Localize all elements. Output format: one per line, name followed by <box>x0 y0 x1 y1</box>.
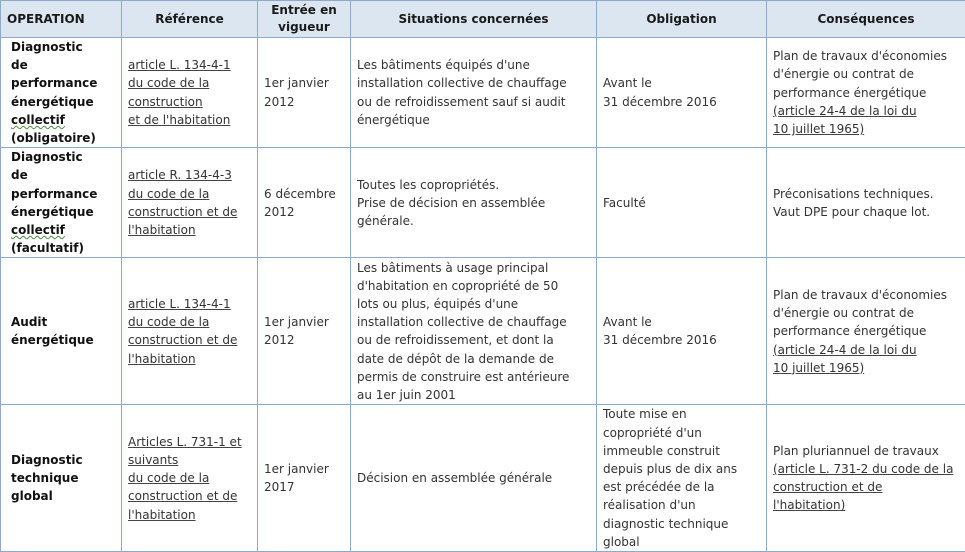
entree-cell <box>258 148 351 258</box>
obligation-line: depuis plus de dix ans <box>603 460 760 478</box>
reference-link[interactable]: article L. 134-4-1 <box>128 56 251 74</box>
consequences-link[interactable]: (article L. 731-2 du code de la <box>773 460 959 478</box>
operation-line: de <box>11 56 115 74</box>
header-operation: OPERATION <box>1 1 122 38</box>
consequences-line: d'énergie ou contrat de <box>773 65 959 83</box>
operation-line: performance <box>11 185 115 203</box>
reference-link[interactable]: l'habitation <box>128 506 251 524</box>
situations-line: d'habitation en copropriété de 50 <box>357 277 590 295</box>
consequences-cell <box>767 38 965 148</box>
obligation-line: immeuble construit <box>603 442 760 460</box>
obligation-cell <box>597 405 767 552</box>
reference-link[interactable]: du code de la <box>128 469 251 487</box>
header-situations: Situations concernées <box>351 1 597 38</box>
consequences-link[interactable]: 10 juillet 1965) <box>773 359 959 377</box>
obligation-line: Toute mise en <box>603 405 760 423</box>
table-row <box>1 148 965 258</box>
operation-cell <box>1 148 122 258</box>
consequences-line: d'énergie ou contrat de <box>773 304 959 322</box>
consequences-line: Plan de travaux d'économies <box>773 286 959 304</box>
operation-line: performance <box>11 74 115 92</box>
consequences-cell <box>767 405 965 552</box>
operation-cell <box>1 38 122 148</box>
operation-line <box>11 111 115 129</box>
operation-line: global <box>11 487 115 505</box>
situations-line: Les bâtiments équipés d'une <box>357 56 590 74</box>
consequences-link[interactable]: l'habitation) <box>773 496 959 514</box>
header-reference: Référence <box>122 1 258 38</box>
obligation-line: Faculté <box>603 194 760 212</box>
consequences-line: performance énergétique <box>773 322 959 340</box>
entree-line: 1er janvier <box>264 460 344 478</box>
entree-line: 2012 <box>264 203 344 221</box>
situations-line: ou de refroidissement, et dont la <box>357 331 590 349</box>
operation-cell <box>1 258 122 405</box>
entree-line: 2012 <box>264 331 344 349</box>
reference-link[interactable]: l'habitation <box>128 221 251 239</box>
entree-cell <box>258 38 351 148</box>
consequences-cell <box>767 258 965 405</box>
obligation-line: Avant le <box>603 313 760 331</box>
reference-link[interactable]: construction <box>128 93 251 111</box>
reference-cell <box>122 258 258 405</box>
operation-line: (obligatoire) <box>11 129 115 147</box>
reference-link[interactable]: construction et de <box>128 487 251 505</box>
situations-cell <box>351 38 597 148</box>
consequences-link[interactable]: (article 24-4 de la loi du <box>773 341 959 359</box>
situations-line: au 1er juin 2001 <box>357 386 590 404</box>
reference-link[interactable]: du code de la <box>128 185 251 203</box>
obligation-cell <box>597 258 767 405</box>
consequences-link[interactable]: (article 24-4 de la loi du <box>773 102 959 120</box>
reference-link[interactable]: et de l'habitation <box>128 111 251 129</box>
consequences-line: Vaut DPE pour chaque lot. <box>773 203 959 221</box>
table-row <box>1 405 965 552</box>
situations-line: installation collective de chauffage <box>357 74 590 92</box>
situations-line: générale. <box>357 212 590 230</box>
reference-link[interactable]: article R. 134-4-3 <box>128 166 251 184</box>
entree-line: 2017 <box>264 478 344 496</box>
operation-spellcheck-word: collectif <box>11 223 65 237</box>
reference-cell <box>122 38 258 148</box>
entree-cell <box>258 405 351 552</box>
header-obligation: Obligation <box>597 1 767 38</box>
header-entree-line1: Entrée en <box>264 2 344 19</box>
header-consequences: Conséquences <box>767 1 965 38</box>
consequences-line: Préconisations techniques. <box>773 185 959 203</box>
entree-cell <box>258 258 351 405</box>
operation-line: énergétique <box>11 331 115 349</box>
situations-line: Toutes les copropriétés. <box>357 176 590 194</box>
header-entree <box>258 1 351 38</box>
situations-line: Décision en assemblée générale <box>357 469 590 487</box>
reference-link[interactable]: du code de la <box>128 74 251 92</box>
consequences-line: performance énergétique <box>773 84 959 102</box>
situations-line: énergétique <box>357 111 590 129</box>
consequences-link[interactable]: construction et de <box>773 478 959 496</box>
entree-line: 1er janvier <box>264 313 344 331</box>
obligation-line: diagnostic technique <box>603 515 760 533</box>
reference-link[interactable]: article L. 134-4-1 <box>128 295 251 313</box>
header-row <box>1 1 965 38</box>
header-entree-line2: vigueur <box>264 19 344 36</box>
operation-line: de <box>11 166 115 184</box>
table-row <box>1 258 965 405</box>
obligation-line: est précédée de la <box>603 478 760 496</box>
reference-cell <box>122 148 258 258</box>
consequences-cell <box>767 148 965 258</box>
obligation-cell <box>597 148 767 258</box>
situations-line: lots ou plus, équipés d'une <box>357 295 590 313</box>
entree-line: 1er janvier <box>264 74 344 92</box>
operation-cell <box>1 405 122 552</box>
obligation-line: réalisation d'un <box>603 496 760 514</box>
entree-line: 6 décembre <box>264 185 344 203</box>
situations-cell <box>351 405 597 552</box>
situations-line: ou de refroidissement sauf si audit <box>357 93 590 111</box>
situations-line: permis de construire est antérieure <box>357 368 590 386</box>
obligation-line: global <box>603 533 760 551</box>
consequences-line: Plan pluriannuel de travaux <box>773 442 959 460</box>
situations-line: Prise de décision en assemblée <box>357 194 590 212</box>
operation-spellcheck-word: collectif <box>11 113 65 127</box>
obligation-line: 31 décembre 2016 <box>603 93 760 111</box>
situations-cell <box>351 148 597 258</box>
reference-link[interactable]: Articles L. 731-1 et <box>128 433 251 451</box>
entree-line: 2012 <box>264 93 344 111</box>
operation-line: Diagnostic <box>11 148 115 166</box>
operation-line: Diagnostic <box>11 38 115 56</box>
reference-link[interactable]: l'habitation <box>128 350 251 368</box>
obligation-line: Avant le <box>603 74 760 92</box>
reference-cell <box>122 405 258 552</box>
table-row <box>1 38 965 148</box>
operation-line: (facultatif) <box>11 239 115 257</box>
operation-line: Diagnostic <box>11 451 115 469</box>
situations-cell <box>351 258 597 405</box>
consequences-line: Plan de travaux d'économies <box>773 47 959 65</box>
reference-link[interactable]: construction et de <box>128 203 251 221</box>
operation-line: technique <box>11 469 115 487</box>
operation-line <box>11 221 115 239</box>
operation-line: énergétique <box>11 93 115 111</box>
operation-line: Audit <box>11 313 115 331</box>
obligation-line: 31 décembre 2016 <box>603 331 760 349</box>
reference-link[interactable]: construction et de <box>128 331 251 349</box>
operation-line: énergétique <box>11 203 115 221</box>
situations-line: date de dépôt de la demande de <box>357 350 590 368</box>
obligation-cell <box>597 38 767 148</box>
obligation-line: copropriété d'un <box>603 424 760 442</box>
situations-line: installation collective de chauffage <box>357 313 590 331</box>
reference-link[interactable]: suivants <box>128 451 251 469</box>
reference-link[interactable]: du code de la <box>128 313 251 331</box>
situations-line: Les bâtiments à usage principal <box>357 259 590 277</box>
consequences-link[interactable]: 10 juillet 1965) <box>773 120 959 138</box>
